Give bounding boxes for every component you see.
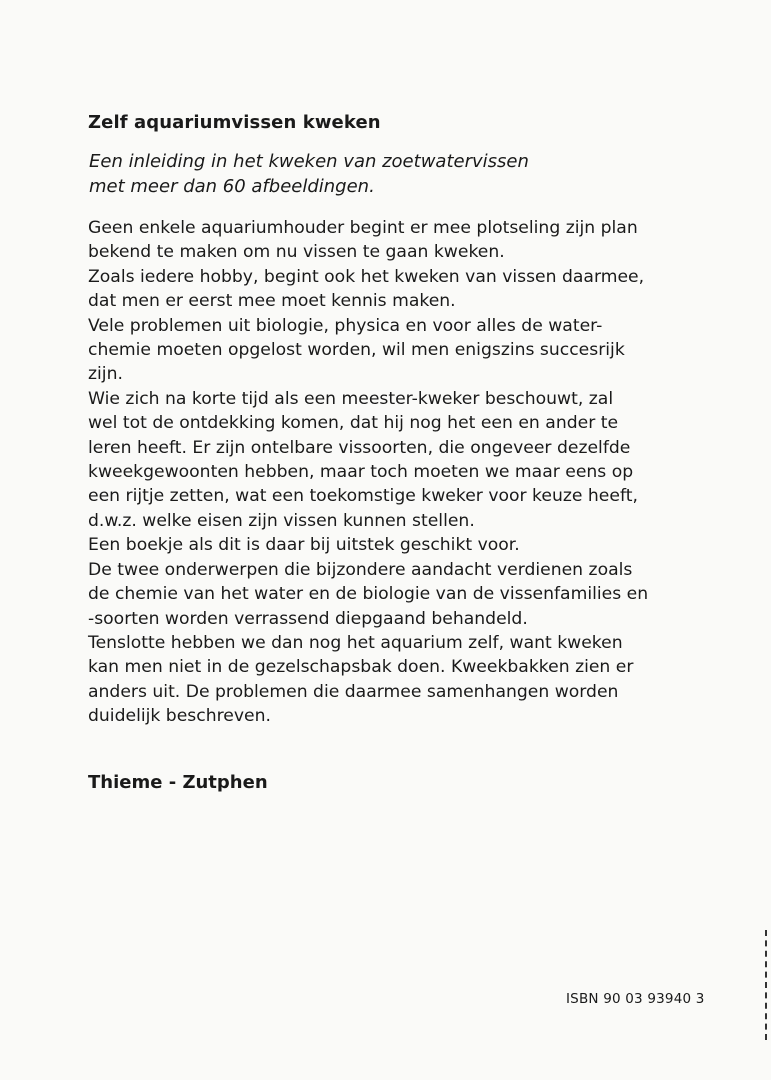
blurb-line: anders uit. De problemen die daarmee samenhangen worden [88,681,619,702]
blurb-line: Geen enkele aquariumhouder begint er mee plotseling zijn plan [88,218,638,238]
blurb-line: -soorten worden verrassend diepgaand behandeld. [88,608,528,629]
blurb-line: wel tot de ontdekking komen, dat hij nog het een en ander te [88,413,619,434]
publisher-name: Thieme - Zutphen [88,772,268,793]
book-subtitle [89,149,729,199]
blurb-line: zijn. [88,364,123,385]
blurb-line: De twee onderwerpen die bijzondere aandacht verdienen zoals [88,559,633,580]
subtitle-line: met meer dan 60 afbeeldingen. [89,176,375,197]
blurb-line: een rijtje zetten, wat een toekomstige kweker voor keuze heeft, [88,486,638,507]
blurb-line: Tenslotte hebben we dan nog het aquarium zelf, want kweken [88,632,623,653]
isbn-number: ISBN 90 03 93940 3 [566,991,705,1007]
blurb-line: duidelijk beschreven. [88,706,271,727]
blurb-text [88,216,758,729]
blurb-line: dat men er eerst mee moet kennis maken. [88,291,456,312]
blurb-line: d.w.z. welke eisen zijn vissen kunnen stellen. [88,510,475,531]
subtitle-line: Een inleiding in het kweken van zoetwatervissen [89,151,529,172]
blurb-line: chemie moeten opgelost worden, wil men enigszins succesrijk [88,340,625,361]
blurb-line: Een boekje als dit is daar bij uitstek geschikt voor. [88,535,520,556]
blurb-line: kan men niet in de gezelschapsbak doen. Kweekbakken zien er [88,657,634,678]
blurb-line: kweekgewoonten hebben, maar toch moeten we maar eens op [88,462,634,483]
page-edge-marks [765,930,769,1040]
blurb-line: leren heeft. Er zijn ontelbare vissoorten, die ongeveer dezelfde [88,437,631,458]
blurb-line: Wie zich na korte tijd als een meester-kweker beschouwt, zal [88,388,614,409]
blurb-line: Vele problemen uit biologie, physica en voor alles de water- [88,315,603,336]
blurb-line: Zoals iedere hobby, begint ook het kweken van vissen daarmee, [88,266,645,287]
blurb-line: bekend te maken om nu vissen te gaan kweken. [88,242,505,263]
book-title: Zelf aquariumvissen kweken [88,112,381,133]
blurb-line: de chemie van het water en de biologie van de vissenfamilies en [88,584,649,605]
